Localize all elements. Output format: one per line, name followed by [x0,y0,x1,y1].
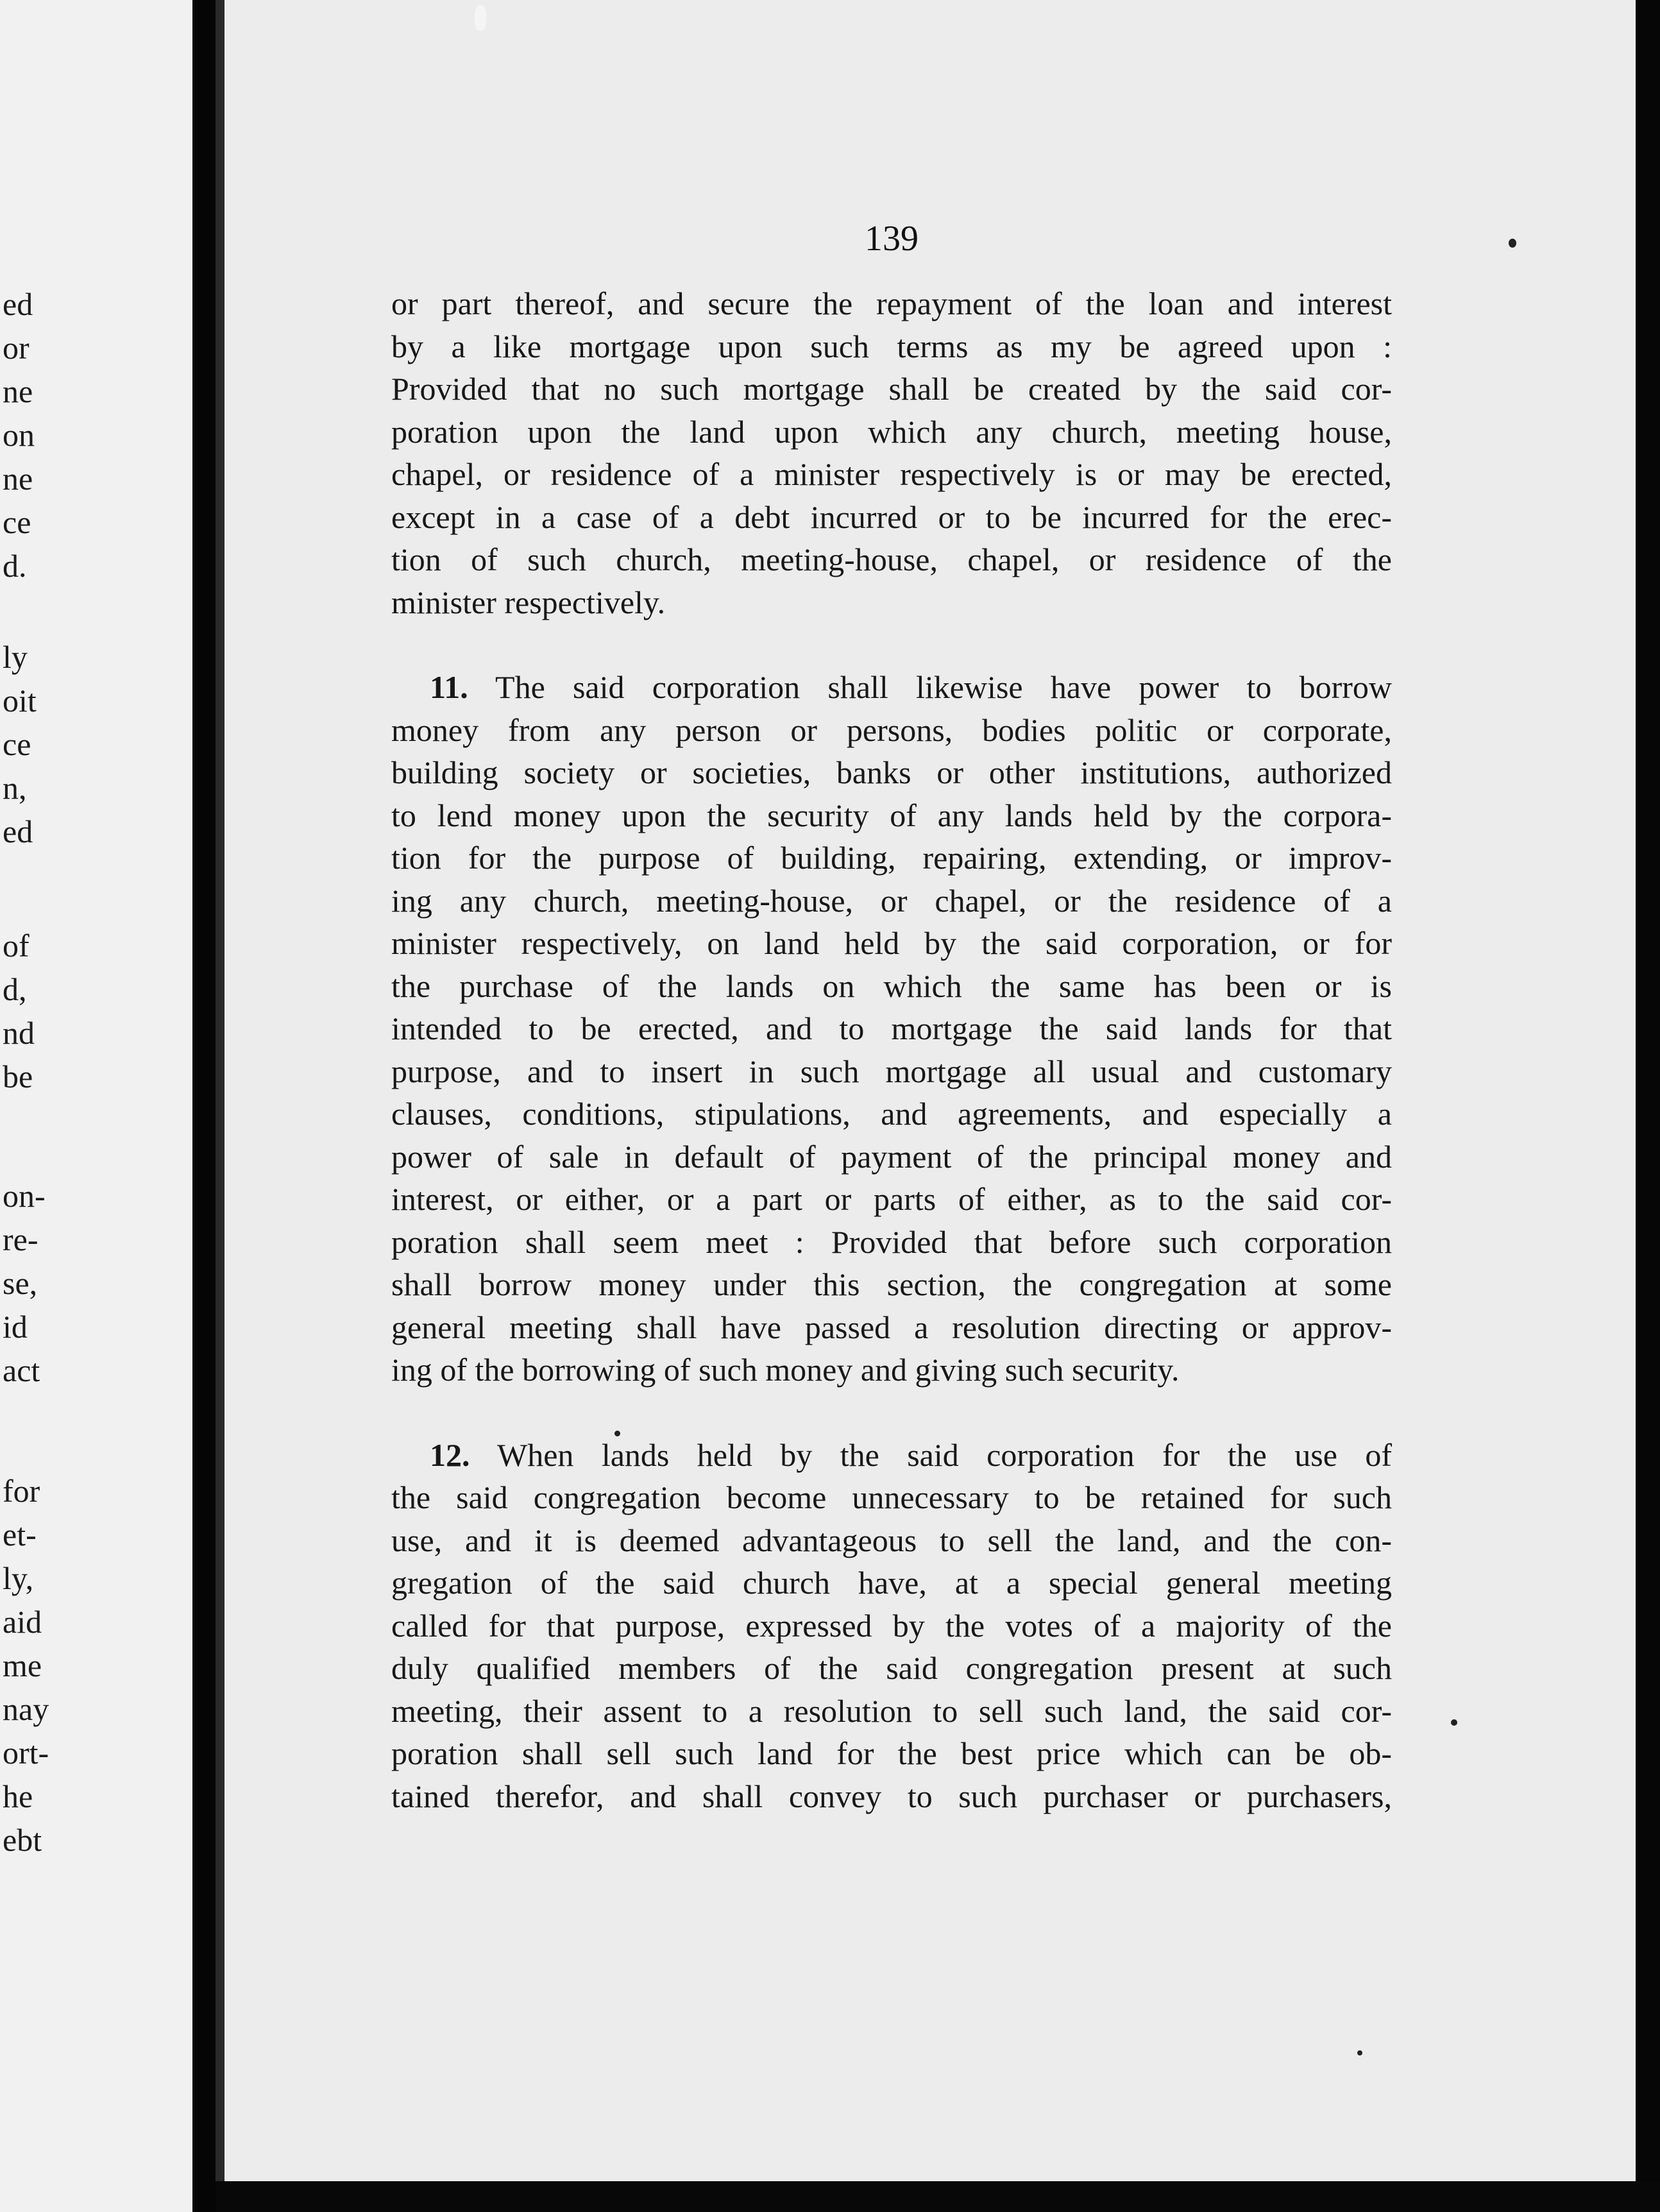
gutter-shadow [216,0,224,2212]
text-line: ing of the borrowing of such money and giving such security. [391,1352,1180,1388]
page-number: 139 [865,219,919,259]
text-line: minister respectively. [391,584,666,620]
facing-fragment: d, [3,971,27,1007]
facing-fragment: ne [3,373,33,409]
text-line: ing any church, meeting-house, or chapel, or the residence of a [391,882,1392,919]
facing-fragment: of [3,928,30,964]
text-line: power of sale in default of payment of the principal money and [391,1138,1392,1175]
facing-fragment: ort- [3,1735,49,1771]
paragraph-gap [391,624,1392,666]
section-12-first-line [391,1434,1392,1477]
dust-speck [475,5,486,31]
text-line: use, and it is deemed advantageous to sell the land, and the con- [391,1522,1392,1558]
scan-border-bottom [216,2181,1660,2212]
page-body [391,282,1392,1817]
facing-fragment: or [3,330,30,366]
facing-fragment: n, [3,770,27,806]
facing-page-text-block-4 [3,1174,192,1392]
facing-fragment: d. [3,548,27,584]
text-line: or part thereof, and secure the repayment of the loan and interest [391,285,1392,321]
text-line: tion for the purpose of building, repairing, extending, or improv- [391,840,1392,876]
dust-speck [1509,239,1516,248]
text-line: minister respectively, on land held by the said corporation, or for [391,925,1392,961]
continuation-paragraph [391,282,1392,624]
facing-fragment: on- [3,1178,46,1214]
section-number: 11. [430,669,468,705]
text-line: purpose, and to insert in such mortgage all usual and customary [391,1053,1392,1089]
text-line: duly qualified members of the said congregation present at such [391,1650,1392,1686]
facing-fragment: nay [3,1691,49,1727]
text-line: chapel, or residence of a minister respectively is or may be erected, [391,456,1392,492]
facing-fragment: ed [3,286,33,322]
text-line: meeting, their assent to a resolution to sell such land, the said cor- [391,1692,1392,1729]
scan-border-right [1636,0,1660,2212]
section-11-first-line [391,666,1392,709]
facing-fragment: on [3,417,35,453]
text-line: the purchase of the lands on which the same has been or is [391,967,1392,1004]
facing-fragment: ce [3,726,31,762]
facing-fragment: nd [3,1015,35,1051]
facing-page-text-block-2 [3,635,192,853]
text-line: the said congregation become unnecessary to be retained for such [391,1479,1392,1515]
text-line: The said corporation shall likewise have power to borrow [495,669,1392,705]
facing-fragment: aid [3,1604,42,1640]
facing-fragment: ly [3,639,28,675]
text-line: to lend money upon the security of any lands held by the corpora- [391,797,1392,833]
dust-speck [1357,2050,1362,2055]
section-12 [391,1434,1392,1818]
dust-speck [1451,1719,1457,1726]
text-line: Provided that no such mortgage shall be created by the said cor- [391,371,1392,407]
facing-fragment: id [3,1309,28,1345]
text-line: called for that purpose, expressed by the votes of a majority of the [391,1607,1392,1644]
section-number: 12. [430,1436,470,1473]
text-line: general meeting shall have passed a resolution directing or approv- [391,1309,1392,1345]
text-line: gregation of the said church have, at a special general meeting [391,1565,1392,1601]
facing-fragment: oit [3,683,37,719]
text-line: poration upon the land upon which any church, meeting house, [391,413,1392,450]
text-line: poration shall seem meet : Provided that before such corporation [391,1223,1392,1260]
facing-fragment: for [3,1473,40,1509]
text-line: tion of such church, meeting-house, chapel, or residence of the [391,541,1392,577]
section-11 [391,666,1392,1391]
facing-page-text-block-3 [3,924,192,1098]
paragraph-gap [391,1391,1392,1434]
text-line: money from any person or persons, bodies politic or corporate, [391,711,1392,748]
facing-page-text-block-5 [3,1469,192,1862]
facing-fragment: se, [3,1265,38,1301]
facing-fragment: act [3,1352,40,1388]
text-line: except in a case of a debt incurred or to be incurred for the erec- [391,498,1392,535]
text-line: building society or societies, banks or other institutions, authorized [391,754,1392,790]
binding-gutter [192,0,216,2212]
text-line: shall borrow money under this section, the congregation at some [391,1266,1392,1302]
text-line: poration shall sell such land for the best price which can be ob- [391,1735,1392,1771]
facing-fragment: ed [3,813,33,849]
facing-fragment: he [3,1778,33,1814]
text-line: tained therefor, and shall convey to such purchaser or purchasers, [391,1778,1392,1814]
dust-speck [614,1431,620,1436]
facing-fragment: ly, [3,1560,34,1596]
facing-fragment: be [3,1059,33,1094]
facing-page-text-block-1 [3,282,192,588]
facing-fragment: ebt [3,1822,42,1858]
facing-fragment: ce [3,504,31,540]
facing-fragment: re- [3,1221,38,1257]
text-line: interest, or either, or a part or parts of either, as to the said cor- [391,1181,1392,1217]
text-line: by a like mortgage upon such terms as my be agreed upon : [391,328,1392,364]
text-line: clauses, conditions, stipulations, and agreements, and especially a [391,1096,1392,1132]
text-line: intended to be erected, and to mortgage the said lands for that [391,1010,1392,1046]
facing-fragment: ne [3,461,33,497]
facing-fragment: me [3,1647,42,1683]
text-line: When lands held by the said corporation for the use of [497,1436,1392,1473]
facing-page [0,0,192,2212]
facing-fragment: et- [3,1517,37,1553]
